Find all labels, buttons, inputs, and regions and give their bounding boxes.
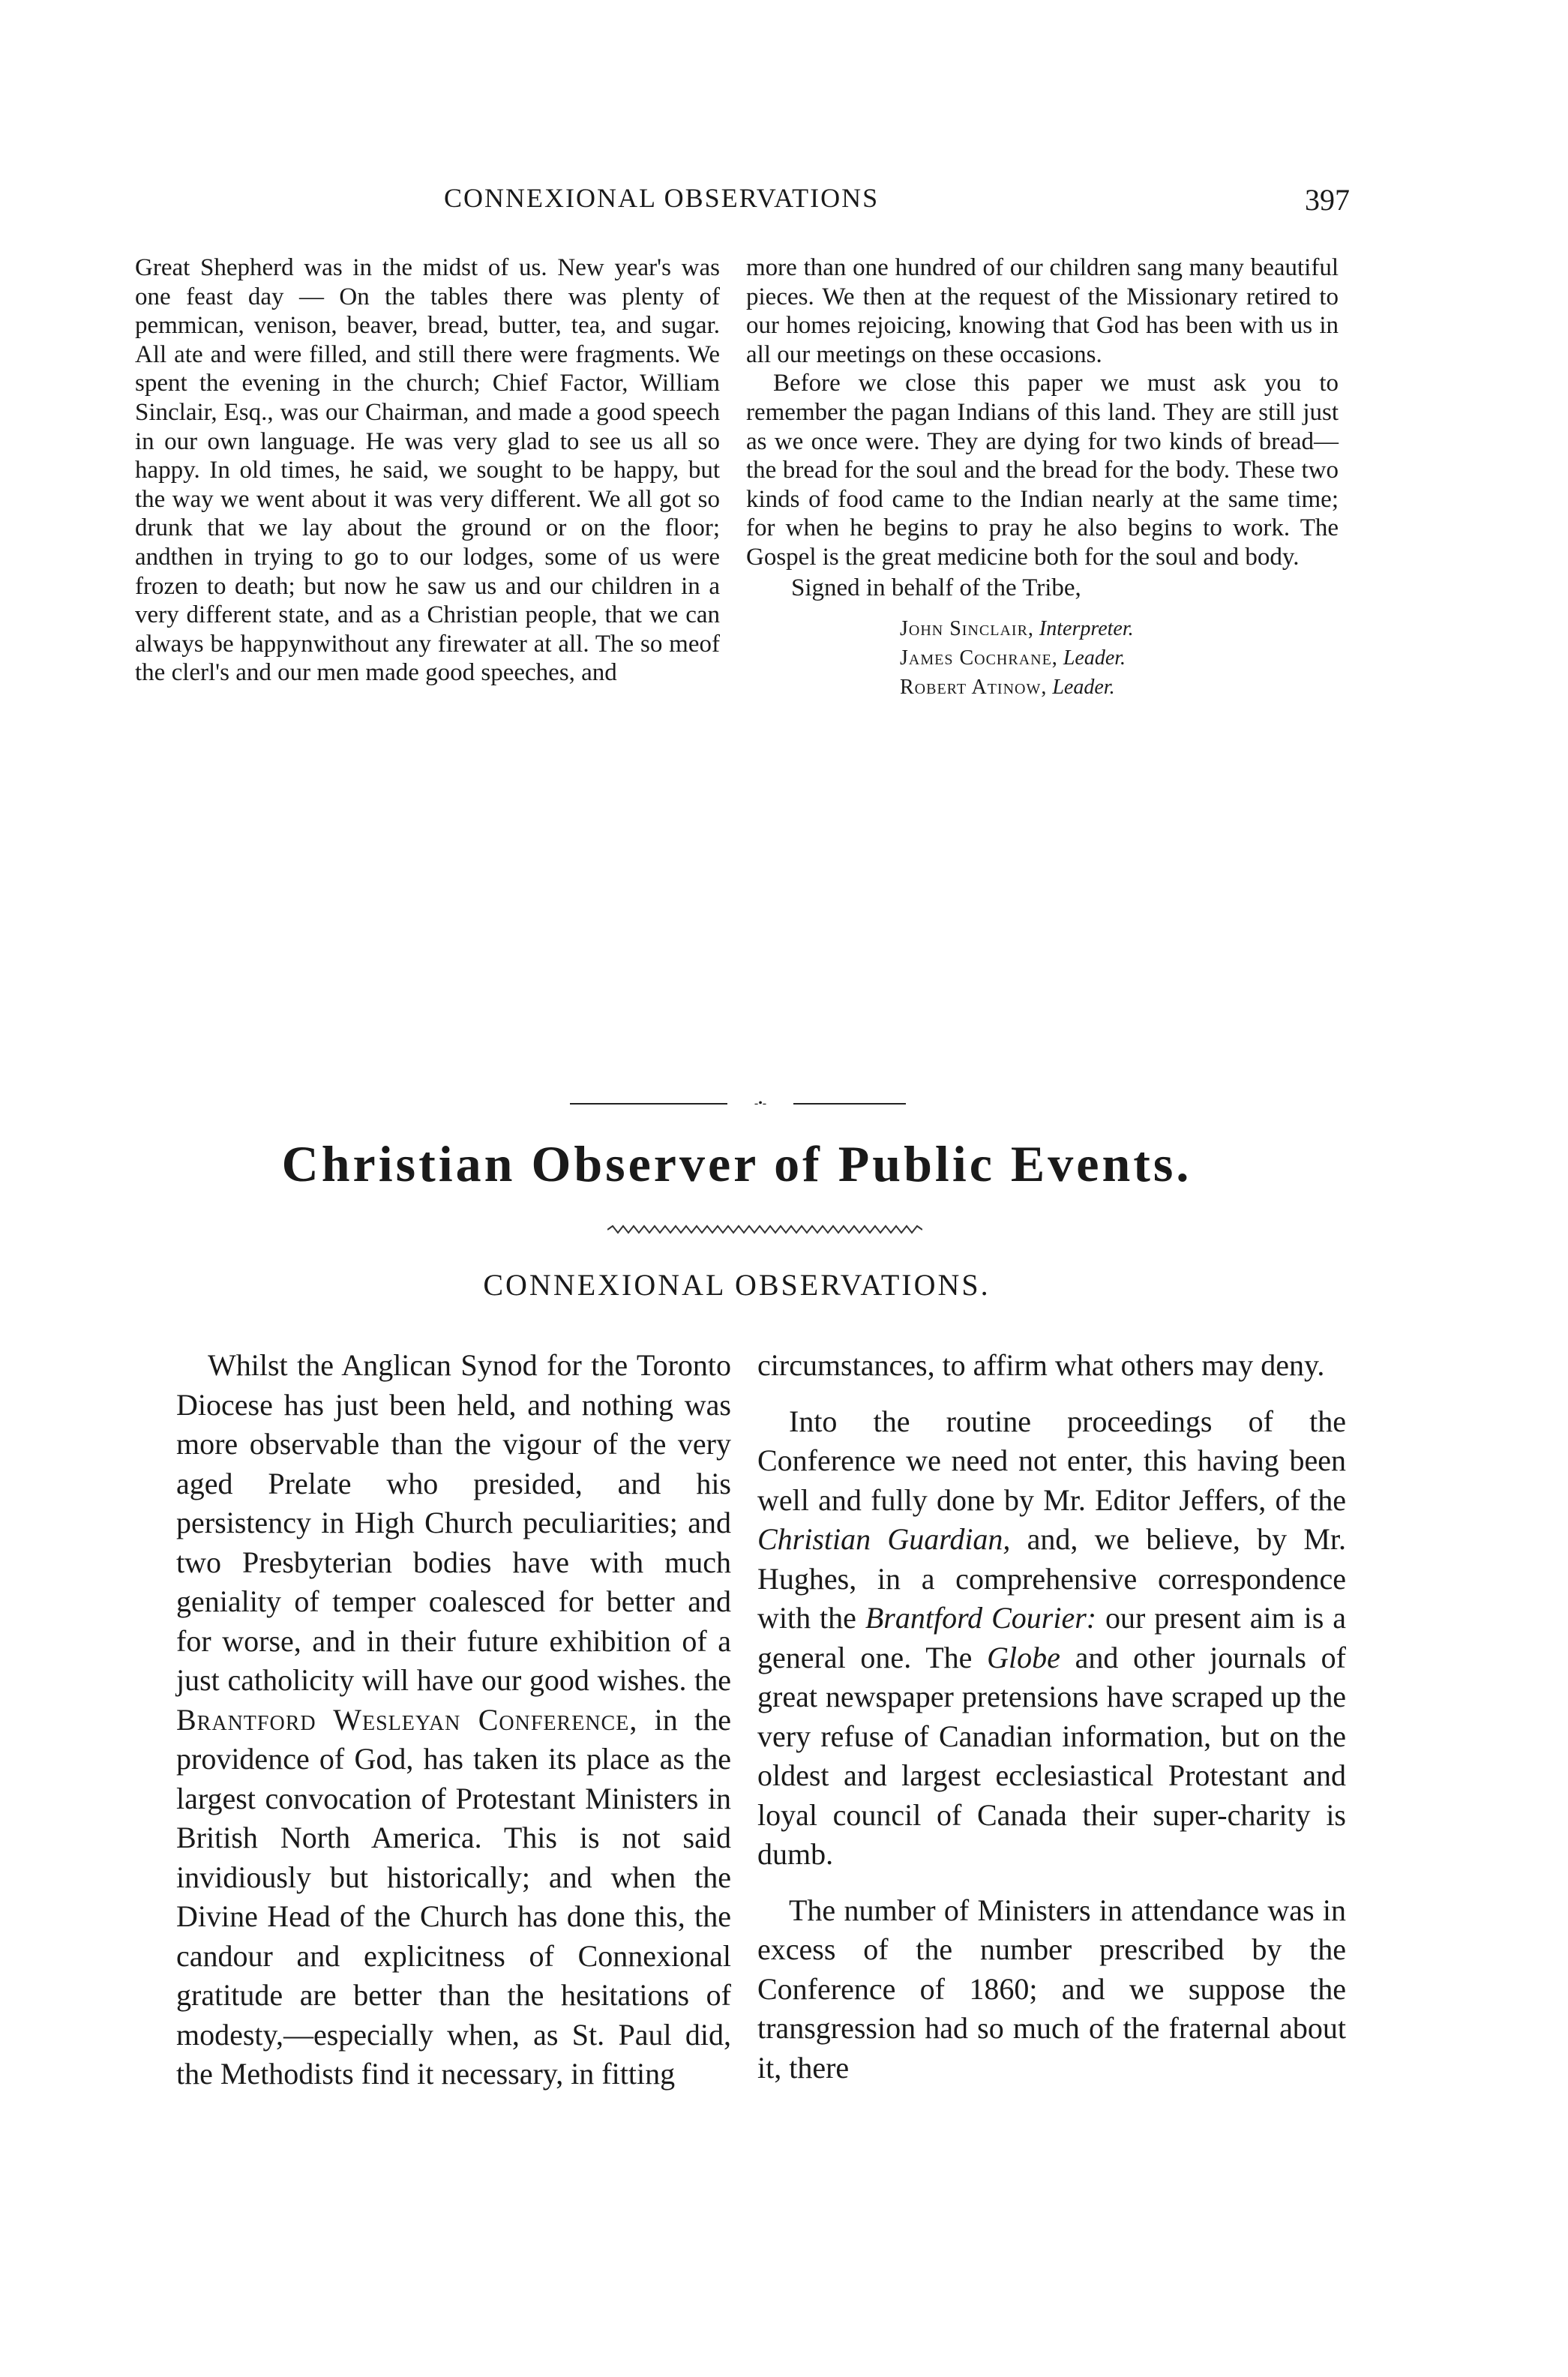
page-number: 397: [1305, 183, 1350, 217]
letter-paragraph: Before we close this paper we must ask you to remember the pagan Indians of this land. They are still just as we once were. They are dying for two kinds of bread—the bread for the soul and the bread for the body. These two kinds of food came to the Indian nearly at the same time; for when he begins to pray he also begins to work. The Gospel is the great medicine both for the soul and body.: [746, 370, 1339, 571]
signatory: [900, 643, 1339, 673]
article-text: and other journals of great newspaper pretensions have scraped up the very refuse of Canadian information, but on the oldest and largest ecclesiastical Protestant and loyal council of Canada their super-charity is dumb.: [757, 1640, 1346, 1871]
newspaper-title: Christian Guardian,: [757, 1522, 1011, 1556]
letter-left-column: [135, 253, 720, 688]
article-paragraph: [176, 1346, 731, 2094]
article-text: Whilst the Anglican Synod for the Toronto Diocese has just been held, and nothing was more observable than the vigour of the very aged Prelate who presided, and his persistency in High Church peculiarities; and two Presbyterian bodies have with much geniality of temper coalesced for better and for worse, and in their future exhibition of a just catholicity will have our good wishes. the: [176, 1348, 731, 1697]
article-title: CONNEXIONAL OBSERVATIONS.: [483, 1268, 991, 1302]
wavy-rule-ornament: [607, 1224, 922, 1236]
article-text: in the providence of God, has taken its place as the largest convocation of Protestant Ministers in British North America. This is not said invidiously but historically; and when the Divine Head of the Church has done this, the candour and explicitness of Connexional gratitude are better than the hesitations of modesty,—especially when, as St. Paul did, the Methodists find it necessary, in fitting: [176, 1702, 731, 2091]
article-paragraph: [757, 1402, 1346, 1875]
newspaper-title: Globe: [987, 1640, 1060, 1674]
section-separator: [570, 1096, 945, 1111]
article-right-column: [757, 1346, 1346, 2088]
signed-line: Signed in behalf of the Tribe,: [791, 574, 1081, 601]
article-paragraph: The number of Ministers in attendance was in excess of the number prescribed by the Conference of 1860; and we suppose the transgression had so much of the fraternal about it, there: [757, 1893, 1346, 2085]
signatory-role: Interpreter.: [1039, 617, 1134, 641]
article-paragraph: circumstances, to affirm what others may deny.: [757, 1348, 1325, 1382]
signatory-name: James Cochrane,: [900, 646, 1058, 670]
signatory-role: Leader.: [1063, 646, 1126, 670]
running-title: CONNEXIONAL OBSERVATIONS: [444, 183, 880, 213]
letter-paragraph: Great Shepherd was in the midst of us. New year's was one feast day — On the tables there was plenty of pemmican, venison, beaver, bread, butter, tea, and sugar. All ate and were filled, and still there were fragments. We spent the evening in the church; Chief Factor, William Sinclair, Esq., was our Chairman, and made a good speech in our own language. He was very glad to see us all so happy. In old times, he said, we sought to be happy, but the way we went about it was very different. We all got so drunk that we lay about the ground or on the floor; andthen in trying to go to our lodges, some of us were frozen to death; but now he saw us and our children in a very different state, and as a Christian people, that we can always be happynwithout any firewater at all. The so meof the clerl's and our men made good speeches, and: [135, 254, 720, 687]
signatories: [746, 614, 1339, 702]
article-left-column: [176, 1346, 731, 2094]
conference-name: Brantford Wesleyan Conference,: [176, 1702, 638, 1737]
signatory-role: Leader.: [1052, 676, 1115, 700]
signatory: [900, 614, 1339, 643]
running-head: [135, 182, 1350, 227]
letter-right-column: [746, 253, 1339, 702]
section-heading: Christian Observer of Public Events.: [281, 1135, 1192, 1192]
signatory-name: Robert Atinow,: [900, 676, 1048, 700]
article-text: Into the routine proceedings of the Conference we need not enter, this having been well and fully done by Mr. Editor Jeffers, of the: [757, 1404, 1346, 1517]
separator-line-left: [570, 1103, 727, 1105]
article-text: our present aim is a general one. The: [757, 1601, 1346, 1674]
letter-paragraph: more than one hundred of our children sang many beautiful pieces. We then at the request of the Missionary retired to our homes rejoicing, knowing that God has been with us in all our meetings on these occasions.: [746, 254, 1339, 368]
article-text: and, we believe, by Mr. Hughes, in a comprehensive correspondence with the: [757, 1522, 1347, 1635]
signatory-name: John Sinclair,: [900, 617, 1034, 641]
signatory: [900, 673, 1339, 702]
separator-ornament-icon: -•-: [754, 1097, 767, 1110]
newspaper-title: Brantford Courier:: [865, 1601, 1097, 1635]
separator-line-right: [793, 1103, 906, 1105]
